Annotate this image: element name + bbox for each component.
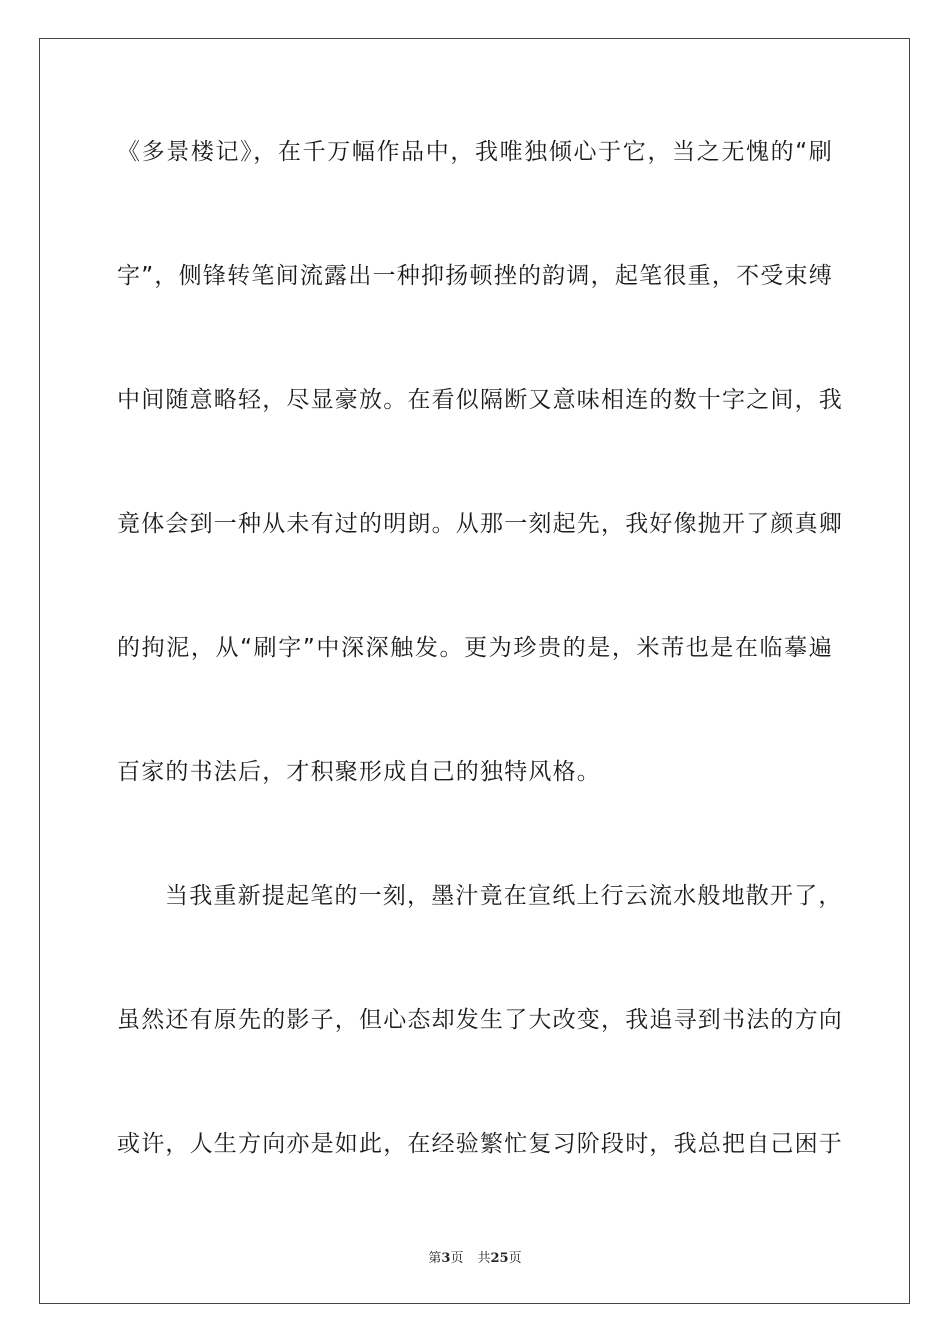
text-line-6: 百家的书法后，才积聚形成自己的独特风格。: [117, 759, 601, 785]
text-line-5: 的拘泥，从“刷字”中深深触发。更为珍贵的是，米芾也是在临摹遍: [117, 635, 833, 661]
page-suffix: 页: [450, 1251, 464, 1266]
page-footer: [0, 1247, 950, 1266]
page-border: [39, 38, 910, 1304]
total-pages: 25: [490, 1251, 509, 1266]
text-line-2: 字”，侧锋转笔间流露出一种抑扬顿挫的韵调，起笔很重，不受束缚: [117, 263, 833, 289]
total-label: 共: [477, 1251, 491, 1266]
text-line-7: 当我重新提起笔的一刻，墨汁竟在宣纸上行云流水般地散开了，: [165, 883, 843, 909]
text-line-4: 竟体会到一种从未有过的明朗。从那一刻起先，我好像抛开了颜真卿: [117, 511, 843, 537]
page-label: 第: [428, 1251, 442, 1266]
text-line-3: 中间随意略轻，尽显豪放。在看似隔断又意味相连的数十字之间，我: [117, 387, 843, 413]
text-line-1: 《多景楼记》，在千万幅作品中，我唯独倾心于它，当之无愧的“刷: [117, 139, 833, 165]
text-line-9: 或许，人生方向亦是如此，在经验繁忙复习阶段时，我总把自己困于: [117, 1131, 843, 1157]
page-number: 3: [441, 1251, 451, 1266]
text-line-8: 虽然还有原先的影子，但心态却发生了大改变，我追寻到书法的方向: [117, 1007, 843, 1033]
total-suffix: 页: [508, 1251, 522, 1266]
